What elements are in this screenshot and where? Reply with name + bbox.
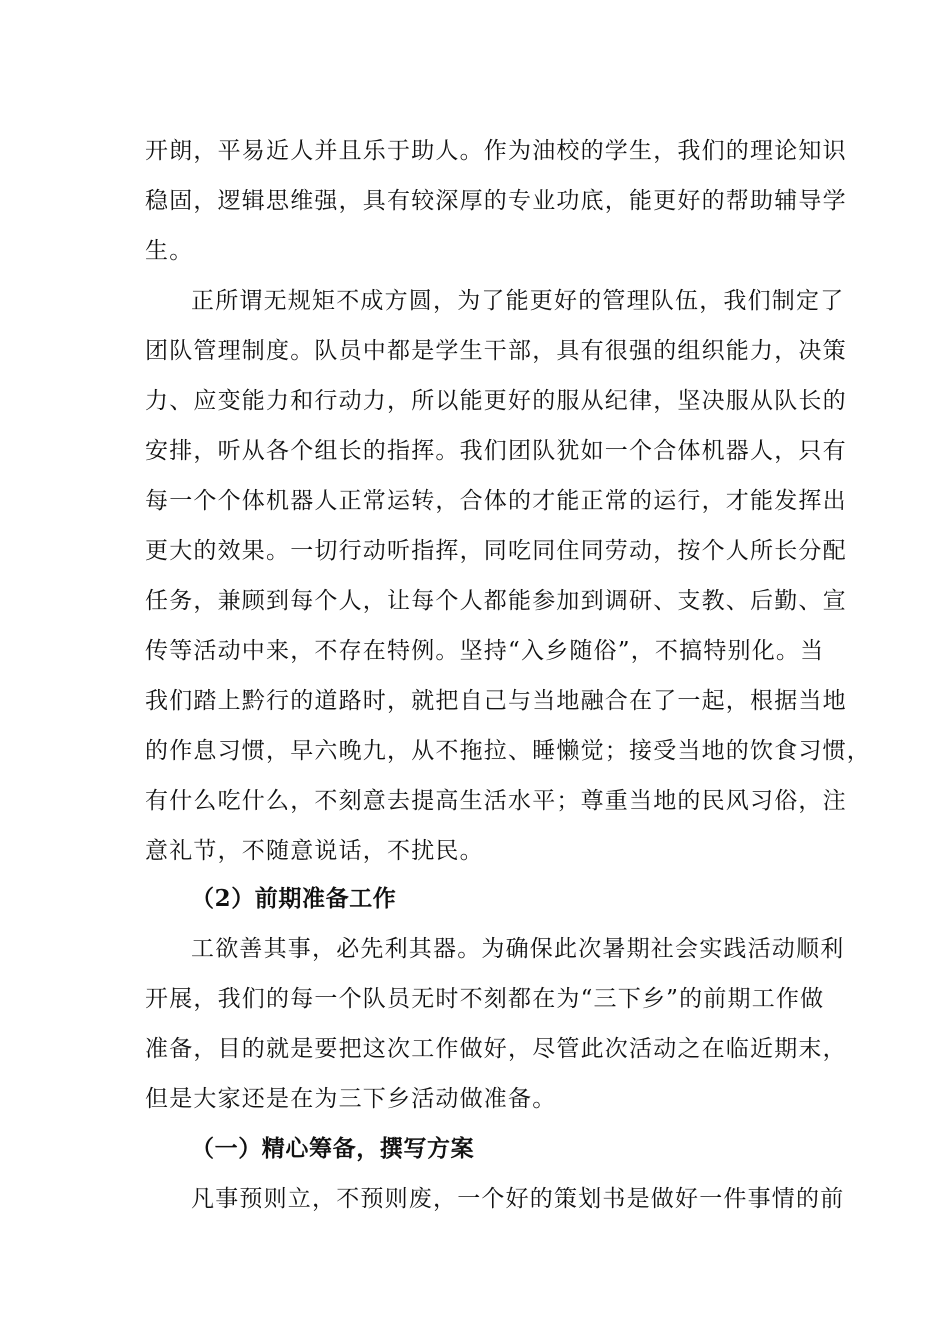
section-heading-planning: （一）精心筹备，撰写方案 — [191, 1135, 475, 1162]
paragraph-3-line-2: 开展，我们的每一个队员无时不刻都在为“三下乡”的前期工作做 — [145, 986, 825, 1012]
paragraph-3-line-4: 但是大家还是在为三下乡活动做准备。 — [145, 1086, 557, 1112]
paragraph-1-line-1: 开朗，平易近人并且乐于助人。作为油校的学生，我们的理论知识 — [145, 138, 847, 164]
paragraph-1-line-2: 稳固，逻辑思维强，具有较深厚的专业功底，能更好的帮助辅导学 — [145, 188, 847, 214]
paragraph-2-line-9: 我们踏上黔行的道路时，就把自己与当地融合在了一起，根据当地 — [145, 688, 847, 714]
paragraph-2-line-5: 每一个个体机器人正常运转，合体的才能正常的运行，才能发挥出 — [145, 488, 847, 514]
paragraph-3-line-3: 准备，目的就是要把这次工作做好，尽管此次活动之在临近期末， — [145, 1036, 847, 1062]
paragraph-2-line-2: 团队管理制度。队员中都是学生干部，具有很强的组织能力，决策 — [145, 338, 847, 364]
paragraph-2-line-4: 安排，听从各个组长的指挥。我们团队犹如一个合体机器人，只有 — [145, 438, 847, 464]
paragraph-2-line-6: 更大的效果。一切行动听指挥，同吃同住同劳动，按个人所长分配 — [145, 538, 847, 564]
paragraph-2-line-8: 传等活动中来，不存在特例。坚持“入乡随俗”，不搞特别化。当 — [145, 638, 825, 664]
paragraph-2-line-10: 的作息习惯，早六晚九，从不拖拉、睡懒觉；接受当地的饮食习惯， — [145, 738, 871, 764]
paragraph-2-line-3: 力、应变能力和行动力，所以能更好的服从纪律，坚决服从队长的 — [145, 388, 847, 414]
paragraph-3-line-1: 工欲善其事，必先利其器。为确保此次暑期社会实践活动顺利 — [191, 936, 845, 962]
paragraph-2-line-1: 正所谓无规矩不成方圆，为了能更好的管理队伍，我们制定了 — [191, 288, 845, 314]
paragraph-4-line-1: 凡事预则立，不预则废，一个好的策划书是做好一件事情的前 — [191, 1186, 845, 1212]
paragraph-2-line-11: 有什么吃什么，不刻意去提高生活水平；尊重当地的民风习俗，注 — [145, 788, 847, 814]
paragraph-1-line-3: 生。 — [145, 238, 194, 264]
paragraph-2-line-12: 意礼节，不随意说话，不扰民。 — [145, 838, 484, 864]
section-heading-preparation: （2）前期准备工作 — [191, 885, 397, 912]
paragraph-2-line-7: 任务，兼顾到每个人，让每个人都能参加到调研、支教、后勤、宣 — [145, 588, 847, 614]
